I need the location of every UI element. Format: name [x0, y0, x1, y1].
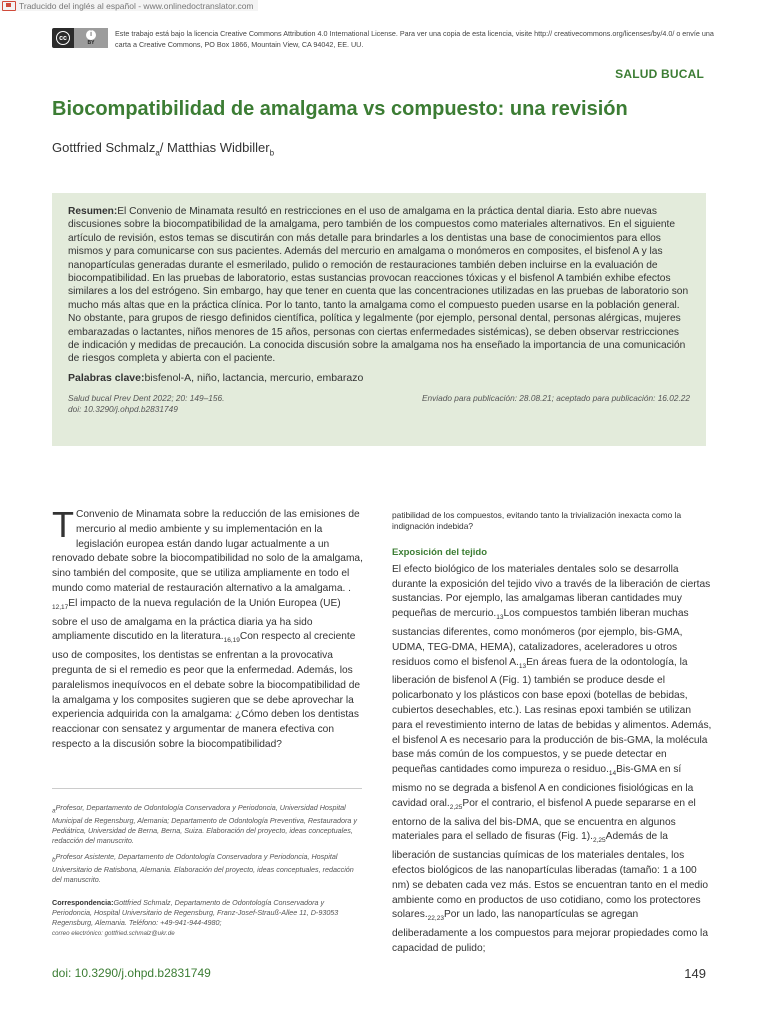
abstract-box: [52, 193, 706, 446]
citation-ref: 13: [518, 662, 527, 670]
license-text: Este trabajo está bajo la licencia Creative Commons Attribution 4.0 International License. Para ver una copia de esta licencia, visite http:// creativecommons.org/licenses/by/4.0/ o envíe una carta a Creative Commons, PO Box 1866, Mountain View, CA 94042, EE. UU.: [115, 29, 714, 49]
citation-ref: 16,19: [223, 637, 240, 645]
footnote-b-marker: b: [52, 856, 56, 864]
correspondence: [52, 898, 364, 939]
citation-ref: 14: [608, 770, 617, 778]
cc-by-label: BY: [87, 40, 95, 46]
translator-banner-text[interactable]: Traducido del inglés al español - www.onlinedoctranslator.com: [19, 0, 254, 11]
text-run: Con respecto al creciente uso de composites, los dentistas se enfrentan a la provocativa pregunta de si el remedio es peor que la enfermedad. Además, los paralelismos inequívocos en el debate sobre la biocompatibilidad de la amalgama y los composites sugieren que se debe aprovechar la experiencia adquirida con la amalgama: ¿Cómo deben los dentistas reaccionar con sensatez y argumentar de manera efectiva con respecto a la discusión sobre la biocompatibilidad?: [52, 631, 361, 751]
text-run: Por el contrario, el bisfenol A puede separarse en el entorno de la saliva del bis-DMA, que se encuentra en algunos materiales para el sellado de fisuras (Fig. 1).: [392, 797, 696, 843]
citation-ref: 22,23: [427, 915, 444, 923]
document-translate-icon: [2, 1, 16, 11]
correspondence-label: Correspondencia:: [52, 898, 114, 907]
author-1-affil: a: [155, 148, 160, 158]
text-run: Bis-GMA en sí mismo no se degrada a bisfenol A en condiciones fisiológicas en la cavidad oral.: [392, 764, 694, 809]
footnote-a-marker: a: [52, 807, 56, 815]
text-run: Por un lado, las nanopartículas se agregan deliberadamente a los compuestos para mejorar propiedades como la capacidad de pulido;: [392, 909, 708, 955]
body-column-1: [52, 504, 364, 753]
continued-paragraph: patibilidad de los compuestos, evitando tanto la trivialización inexacta como la indignación indebida?: [392, 510, 682, 531]
citation-ref: 2,25: [593, 837, 606, 845]
article-meta: [68, 393, 690, 415]
tissue-exposure-paragraph: [392, 563, 712, 957]
abstract-doi[interactable]: doi: 10.3290/j.ohpd.b2831749: [68, 404, 178, 415]
translator-banner[interactable]: [0, 0, 258, 11]
text-run: El impacto de la nueva regulación de la Unión Europea (UE) sobre el uso de amalgama en la práctica diaria ya ha sido ampliamente discutido en la literatura.: [52, 597, 341, 643]
footer-doi[interactable]: doi: 10.3290/j.ohpd.b2831749: [52, 966, 211, 980]
text-run: El efecto biológico de los materiales dentales solo se desarrolla durante la exposición del tejido vivo a través de la liberación de ciertas sustancias. Por ejemplo, las amalgamas liberan cantidades muy pequeñas de mercurio.: [392, 563, 711, 620]
keywords: [68, 372, 690, 385]
author-2: Matthias Widbiller: [167, 140, 270, 155]
keywords-label: Palabras clave:: [68, 371, 145, 384]
keywords-list: bisfenol-A, niño, lactancia, mercurio, embarazo: [144, 371, 364, 384]
correspondence-text: Gottfried Schmalz, Departamento de Odontología Conservadora y Periodoncia, Hospital Universitario de Regensburg, Franz-Josef-Strauß-Allee 11, D-93053 Regensburg, Alemania. Teléfono: +49-941-944-4980;: [52, 898, 339, 927]
body-column-2: [392, 510, 712, 957]
cc-icon: cc: [56, 31, 70, 45]
authors: [52, 140, 274, 158]
abstract-body: El Convenio de Minamata resultó en restricciones en el uso de amalgama en la práctica dental diaria. Esto abre nuevas discusiones sobre la biocompatibilidad de la amalgama, pero también de los compuestos como materiales alternativos. En el siguiente artículo de revisión, estos temas se discutirán con más detalle para brindarles a los dentistas una base de conocimientos para ellos mismos y para comunicarse con sus pacientes. Además del mercurio en amalgama o monómeros en composites, el bisfenol A y las nanopartículas generadas durante el esmerilado, pulido o remoción de restauraciones también deben incluirse en la evaluación de biocompatibilidad. En las pruebas de laboratorio, estas sustancias provocan reacciones tóxicas y el bisfenol A también exhibe efectos similares a los del estrógeno. Sin embargo, hay que tener en cuenta que las concentraciones utilizadas en las pruebas de laboratorio son mucho más altas que en la práctica clínica. Por lo tanto, tanto la amalgama como el compuesto pueden usarse en la población general. No obstante, para grupos de riesgo definidos científica, política y legalmente (por ejemplo, personal dental, personas alérgicas, mujeres embarazadas o lactantes, niños menores de 15 años, personas con ciertas enfermedades sistémicas), se deben observar restricciones de indicación y medidas de precaución. La conocida discusión sobre la amalgama nos ha enseñado la importancia de una comunicación de riesgos completa y abierta con el paciente.: [68, 206, 689, 365]
text-run: Los compuestos también liberan muchas sustancias diferentes, como monómeros (por ejemplo, bis-GMA, UDMA, TEG-DMA, HEMA), catalizadores, aceleradores u otros residuos como el bisfenol A.: [392, 608, 689, 668]
article-title: Biocompatibilidad de amalgama vs compuesto: una revisión: [52, 98, 628, 120]
page-number: 149: [684, 966, 706, 981]
cc-license-badge: [52, 28, 108, 48]
section-heading-tissue-exposure: Exposición del tejido: [392, 547, 488, 558]
drop-cap: T: [52, 504, 74, 545]
footnote-divider: [52, 788, 362, 789]
intro-paragraph: [52, 504, 363, 751]
footnote-a: [52, 803, 364, 846]
abstract-text: [68, 205, 690, 366]
text-run: En áreas fuera de la odontología, la liberación de bisfenol A (Fig. 1) también se produce desde el policarbonato y los plásticos con base epoxi (botellas de bebidas, cubiertos desechables, etc.). Las resinas epoxi también se utilizan para el revestimiento interno de latas de bebidas y alimentos. Además, el bisfenol A es necesario para la producción de bis-GMA, la molécula base más común de los compuestos, y se puede detectar en pequeñas cantidades como impureza o residuo.: [392, 656, 712, 776]
text-run: Además de la liberación de sustancias químicas de los materiales dentales, los efectos biológicos de las nanopartículas liberadas (tamaño: 1 a 100 nm) se debaten cada vez más. Estos se encuentran tanto en el medio ambiente como en productos de uso cotidiano, como los protectores solares.: [392, 831, 708, 921]
author-2-affil: b: [269, 148, 275, 158]
footnote-a-text: Profesor, Departamento de Odontología Conservadora y Periodoncia, Universidad Hospital Municipal de Regensburg, Alemania; Departamento de Odontología Preventiva, Restauradora y Pediátrica, Universidad de Berna, Berna, Suiza. Elaboración del proyecto, ideas conceptuales, redacción del manuscrito.: [52, 803, 357, 846]
author-separator: /: [159, 140, 168, 155]
citation: Salud bucal Prev Dent 2022; 20: 149–156.: [68, 393, 225, 404]
citation-ref: 2,25: [449, 803, 463, 811]
author-1: Gottfried Schmalz: [52, 140, 156, 155]
text-run: Convenio de Minamata sobre la reducción de las emisiones de mercurio al medio ambiente y su implementación en la legislación europea están dando lugar actualmente a un renovado debate sobre la biocompatibilidad no solo de la amalgama, sino también del composite, que se utiliza ampliamente en todo el mundo como material de restauración alternativo a la amalgama. .: [52, 509, 363, 594]
footnote-b-text: Profesor Asistente, Departamento de Odontología Conservadora y Periodoncia, Hospital Universitario de Ratisbona, Alemania. Elaboración del proyecto, ideas conceptuales, redacción del manuscrito.: [52, 852, 354, 885]
citation-ref: 13: [496, 614, 504, 622]
footnote-b: [52, 852, 364, 885]
correspondence-email[interactable]: correo electrónico: gottfried.schmalz@ukr.de: [52, 930, 175, 937]
citation-ref: 12,17: [52, 603, 69, 611]
section-label: SALUD BUCAL: [615, 67, 704, 81]
abstract-label: Resumen:: [68, 206, 118, 217]
attribution-person-icon: i: [86, 30, 96, 40]
submission-dates: Enviado para publicación: 28.08.21; aceptado para publicación: 16.02.22: [421, 393, 690, 404]
